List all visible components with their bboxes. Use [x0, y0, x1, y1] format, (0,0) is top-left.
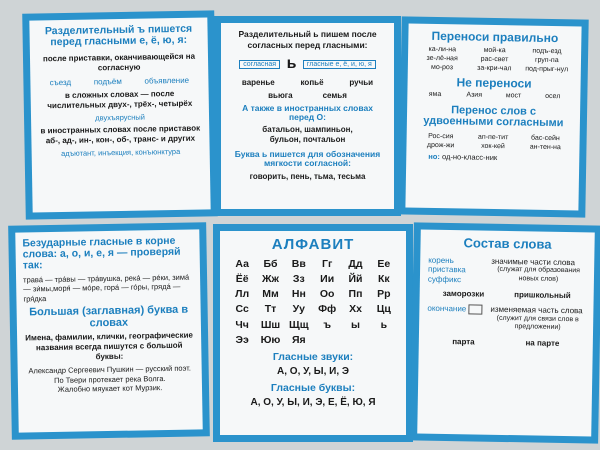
grid-word: рас-свет [480, 55, 509, 63]
example-row [428, 289, 586, 302]
alphabet-letter: Сс [235, 303, 249, 316]
consonant-box: согласная [239, 60, 280, 69]
grid-word: ап-пе-тит [477, 133, 509, 141]
example-word: съезд [49, 77, 72, 88]
alphabet-letter: Аа [235, 257, 249, 270]
vowel-letters: А, О, У, Ы, И, Э, Е, Ё, Ю, Я [250, 397, 376, 409]
grid-word: подъ-езд [532, 47, 562, 55]
alphabet-grid [228, 257, 398, 348]
rule-text: в иностранных словах после приставок аб-, ад-, ин-, кон-, об-, транс- и других [40, 124, 201, 146]
alphabet-letter: Фф [318, 303, 337, 316]
example-text: говорить, пень, тьма, тесьма [249, 171, 366, 181]
alphabet-letter: Кк [377, 272, 390, 285]
desc-sub: (служит для связи слов в предложении) [496, 314, 579, 332]
example-word: заморозки [442, 289, 485, 300]
grid-word: бас-сейн [531, 134, 560, 142]
alphabet-letter: Жж [262, 272, 279, 285]
card-title: АЛФАВИТ [271, 236, 355, 253]
no-hyphen-grid [415, 90, 572, 102]
example-word: ручьи [349, 78, 374, 88]
grid-word: яма [428, 91, 442, 99]
morpheme-label: корень [428, 255, 454, 265]
desc-sub: (служат для образования новых слов) [497, 266, 581, 283]
ending-box-icon [468, 305, 482, 315]
morpheme-list [428, 255, 466, 284]
example-text: Жалобно мяукает кот Мурзик. [57, 383, 163, 394]
vowels-box: гласные е, ё, и, ю, я [303, 60, 376, 69]
example-word: пришкольный [514, 290, 571, 301]
grid-word: груп-па [534, 56, 559, 64]
double-consonant-grid [414, 131, 571, 152]
grid-word: мо-роз [430, 63, 454, 72]
alphabet-letter: Щщ [289, 318, 309, 331]
example-word: парта [452, 336, 475, 347]
card-alphabet [213, 224, 413, 442]
grid-word: Азия [466, 91, 483, 100]
exception-row [428, 152, 571, 164]
example-word: варенье [241, 78, 275, 88]
alphabet-letter: Уу [292, 303, 306, 316]
alphabet-letter: ы [351, 318, 360, 331]
grid-word: под-прыг-нул [525, 65, 569, 74]
example-word: копьё [300, 78, 324, 88]
example-word: на парте [525, 338, 560, 348]
card-word-structure [410, 222, 600, 443]
card-hard-sign [22, 10, 218, 219]
desc-text: значимые части слова [491, 256, 576, 267]
hyphenation-grid [416, 44, 573, 74]
ending-row [427, 304, 585, 333]
example-row [229, 78, 386, 87]
alphabet-letter: Вв [291, 257, 306, 270]
section-title: Большая (заглавная) буква в словах [29, 303, 189, 330]
morpheme-desc [491, 256, 586, 284]
example-text: двухъярусный [95, 112, 145, 123]
grid-word: за-кри-чал [477, 64, 512, 73]
example-word: объявление [144, 75, 190, 86]
ending-label: окончание [427, 304, 467, 314]
alphabet-letter: Дд [348, 257, 363, 270]
rule-text: Имена, фамилии, клички, географические названия всегда пишутся с большой буквы: [25, 330, 193, 362]
desc-text: изменяемая часть слова [490, 305, 583, 316]
example-row [427, 336, 585, 349]
alphabet-letter: Ээ [235, 333, 249, 346]
section-title: Гласные буквы: [270, 382, 356, 395]
section-title: Перенос слов с удвоенными согласными [423, 103, 564, 130]
ending-desc [490, 305, 585, 333]
card-title: Разделительный ъ пишется перед гласными е, ё, ю, я: [44, 22, 193, 49]
grid-word: ан-тен-на [529, 143, 561, 151]
card-title: Безударные гласные в корне слова: а, о, и, е, я — проверяй так: [22, 234, 181, 272]
section-title: А также в иностранных словах перед О: [242, 103, 373, 123]
exception-word: од-но-класс-ник [441, 151, 498, 162]
alphabet-letter: Юю [260, 333, 281, 346]
alphabet-letter: Зз [292, 272, 305, 285]
grid-word: мост [505, 92, 522, 100]
section-title: Буква ь пишется для обозначения мягкости согласной: [234, 149, 381, 169]
card-title: Разделительный ь пишем после согласных перед гласными: [238, 29, 377, 50]
card-hyphenation [398, 16, 588, 217]
vowel-sounds: А, О, У, Ы, И, Э [277, 366, 349, 378]
example-word: вьюга [268, 91, 293, 101]
morpheme-label: приставка [428, 264, 466, 275]
rule-text: в сложных словах — после числительных двух-, трёх-, четырёх [47, 89, 193, 111]
example-text: батальон, шампиньон, [262, 125, 353, 135]
alphabet-letter: Тт [264, 303, 277, 316]
example-word: семья [322, 91, 347, 101]
grid-word: дрож-жи [426, 141, 455, 150]
grid-word: мой-ка [483, 46, 506, 54]
exception-label: но: [428, 151, 440, 161]
alphabet-letter: Яя [291, 333, 306, 346]
alphabet-letter: ь [380, 318, 388, 331]
alphabet-letter: Ии [320, 272, 335, 285]
example-text: адъютант, инъекция, конъюнктура [60, 147, 181, 159]
soft-sign-letter: ь [286, 55, 297, 73]
alphabet-letter: Пп [348, 288, 363, 301]
card-unstressed-vowels [8, 222, 210, 439]
example-text: Александр Сергеевич Пушкин — русский поэт. [28, 363, 191, 376]
alphabet-letter: Хх [349, 303, 362, 316]
example-text: бульон, почтальон [269, 135, 346, 145]
grid-word: ка-ли-на [428, 45, 457, 53]
example-row [38, 76, 200, 88]
card-title: Переноси правильно [431, 28, 559, 46]
morpheme-label: суффикс [427, 274, 462, 285]
grid-word: Рос-сия [428, 132, 454, 140]
alphabet-letter: Ёё [235, 272, 249, 285]
alphabet-letter: Нн [291, 288, 306, 301]
example-text: По Твери протекает река Волга. [54, 373, 166, 385]
example-word: подъём [93, 76, 122, 87]
alphabet-letter: Шш [260, 318, 281, 331]
section-title: Не переноси [456, 75, 532, 91]
alphabet-letter: Мм [262, 288, 279, 301]
ending-label-wrap [427, 304, 482, 315]
example-text: трава́ — тра́вы — тра́вушка, река́ — ре́ки, зима́ — зи́мы,моря́ — мо́ре, гора́ — го́ры, гряда́ — гря́дка [23, 272, 190, 304]
alphabet-letter: ъ [323, 318, 331, 331]
alphabet-letter: Гг [322, 257, 333, 270]
morpheme-row [428, 255, 586, 287]
example-row [229, 91, 386, 100]
scheme [229, 55, 386, 73]
alphabet-letter: Рр [377, 288, 391, 301]
grid-word: осел [545, 93, 561, 101]
alphabet-letter: Йй [348, 272, 363, 285]
section-title: Гласные звуки: [272, 351, 354, 364]
grid-word: зе-лё-ная [426, 54, 458, 63]
alphabet-letter: Ее [377, 257, 391, 270]
alphabet-letter: Оо [319, 288, 335, 301]
grid-word: хок-кей [481, 142, 505, 150]
alphabet-letter: Цц [376, 303, 391, 316]
card-title: Состав слова [463, 235, 552, 252]
card-soft-sign [214, 16, 401, 216]
alphabet-letter: Лл [235, 288, 250, 301]
alphabet-letter: Бб [263, 257, 278, 270]
rule-text: после приставки, оканчивающейся на согласную [42, 51, 196, 73]
alphabet-letter: Чч [235, 318, 249, 331]
